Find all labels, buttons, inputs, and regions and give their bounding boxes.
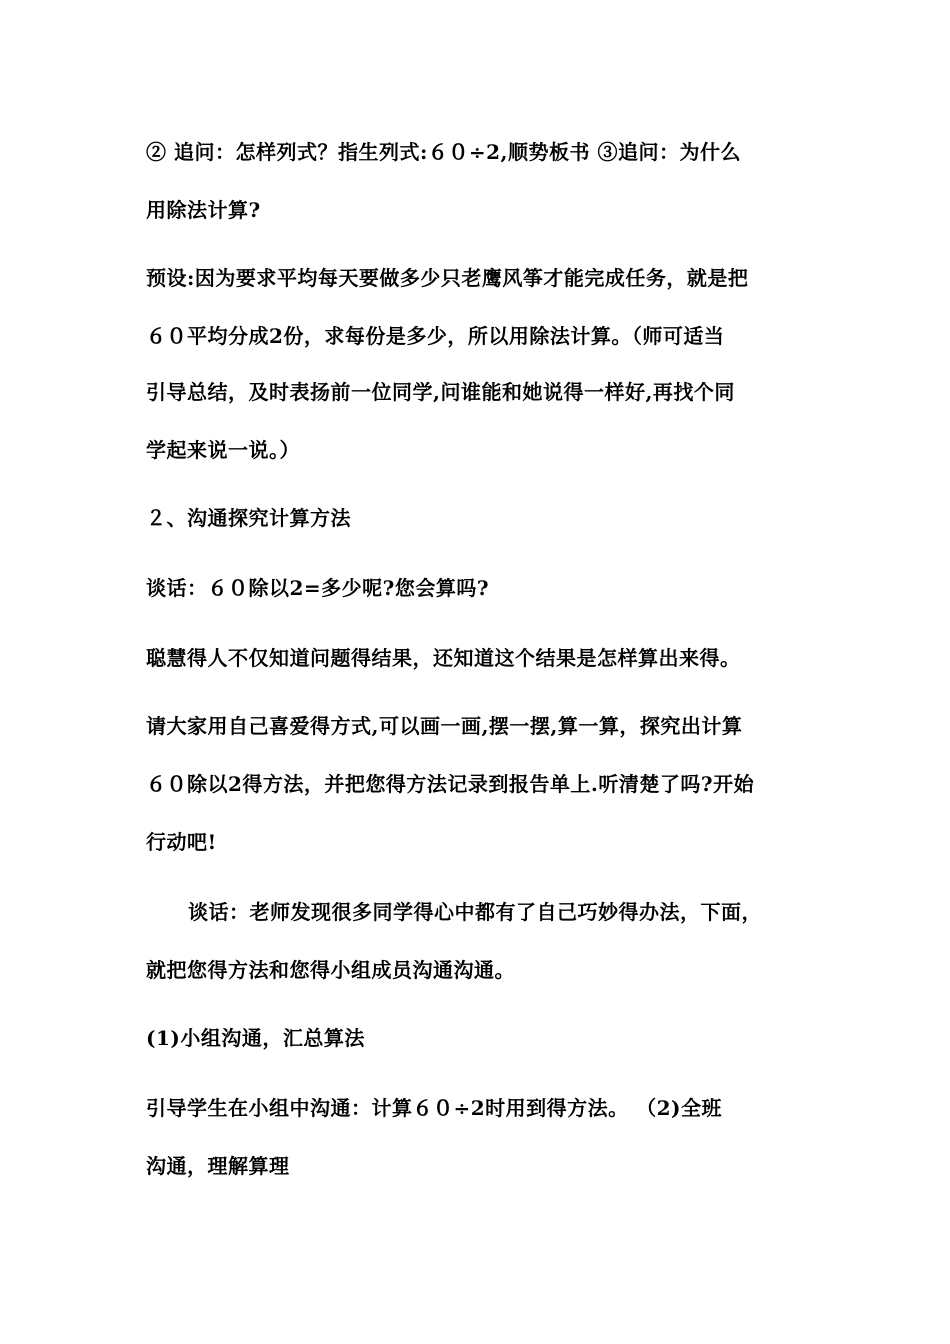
subheading-group-communication: (1)小组沟通，汇总算法 [146, 1026, 365, 1050]
text-line-13: 谈话：老师发现很多同学得心中都有了自己巧妙得办法，下面， [188, 900, 762, 924]
text-line-8: 谈话：６０除以2=多少呢?您会算吗? [146, 576, 490, 600]
text-line-16: 引导学生在小组中沟通：计算６０÷2时用到得方法。 （2)全班 [146, 1096, 723, 1120]
text-line-11: ６０除以2得方法，并把您得方法记录到报告单上.听清楚了吗?开始 [146, 772, 755, 796]
text-line-12: 行动吧! [146, 830, 217, 854]
text-line-9: 聪慧得人不仅知道问题得结果，还知道这个结果是怎样算出来得。 [146, 646, 741, 670]
text-line-3: 预设:因为要求平均每天要做多少只老鹰风筝才能完成任务，就是把 [146, 266, 749, 290]
text-line-4: ６０平均分成2份，求每份是多少，所以用除法计算。（师可适当 [146, 324, 725, 348]
text-line-6: 学起来说一说。） [146, 438, 300, 462]
text-line-17: 沟通，理解算理 [146, 1154, 290, 1178]
section-heading: ２、沟通探究计算方法 [146, 506, 351, 530]
text-line-10: 请大家用自己喜爱得方式,可以画一画,摆一摆,算一算，探究出计算 [146, 714, 743, 738]
text-line-2: 用除法计算? [146, 198, 261, 222]
text-line-5: 引导总结，及时表扬前一位同学,问谁能和她说得一样好,再找个同 [146, 380, 735, 404]
text-line-14: 就把您得方法和您得小组成员沟通沟通。 [146, 958, 515, 982]
text-line-1: ② 追问：怎样列式？指生列式:６０÷2,顺势板书 ③追问：为什么 [146, 140, 741, 164]
